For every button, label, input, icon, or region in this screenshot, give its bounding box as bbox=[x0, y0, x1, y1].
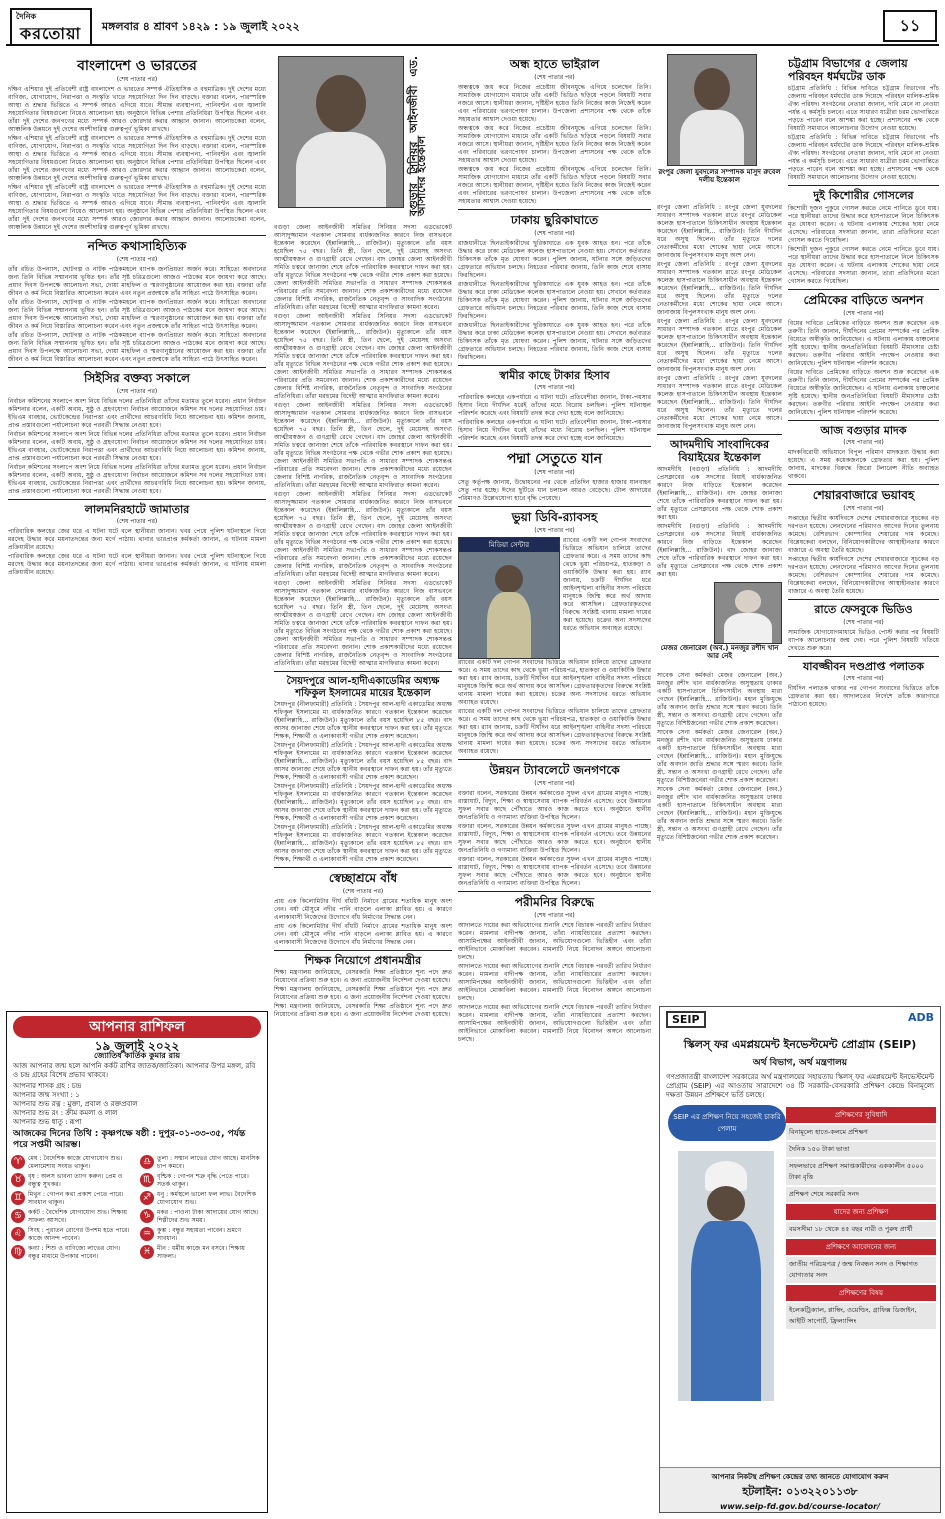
zodiac-text: বৃশ্চিক : গোপন শত্রু বৃদ্ধি পেতে পারে। সতর্ক থাকুন। bbox=[157, 1173, 249, 1188]
capricorn-icon: ♑ bbox=[140, 1209, 154, 1223]
dateline: মঙ্গলবার ৪ শ্রাবণ ১৪২৯ : ১৯ জুলাই ২০২২ bbox=[102, 20, 300, 33]
benefit-item: বিনামূল্যে হাতে-কলমে প্রশিক্ষণ bbox=[786, 1125, 936, 1140]
horoscope-box bbox=[6, 1011, 268, 1513]
headline: আজ বগুড়ার মাদক bbox=[820, 423, 907, 437]
article-text: সপ্তাহের দ্বিতীয় কার্যদিবসে দেশের শেয়ারবাজারে সূচকের বড় দরপতন হয়েছে। লেনদেনের পরিমাণও আগের দিনের তুলনায় কমেছে। বেশিরভাগ কোম্পানির শেয়ারের দাম কমেছে। বিশ্লেষকেরা বলছেন, বিনিয়োগকারীদের আস্থাহীনতার কারণে বাজারে এ অবস্থা তৈরি হয়েছে। bbox=[788, 515, 939, 555]
photo-caption: বগুড়ার সিনিয়র আইনজীবী এড. আসাদের ইন্তেকাল bbox=[407, 56, 428, 216]
article-text: সৈয়দপুর (নীলফামারী) প্রতিনিধি : সৈয়দপুর আল-হাদী একাডেমির অধ্যক্ষ শফিকুল ইসলামের মা বার্ধক্যজনিত কারণে গতকাল ইন্তেকাল করেছেন (ইন্নালিল্লাহি... রাজিউন)। মৃত্যুকালে তাঁর বয়স হয়েছিল ৮৫ বছর। বাদ আসর জানাজা শেষে তাঁকে স্থানীয় কবরস্থানে দাফন করা হয়। তাঁর মৃত্যুতে শিক্ষক, শিক্ষার্থী ও এলাকাবাসী গভীর শোক প্রকাশ করেছেন। bbox=[274, 824, 452, 863]
article-text: আদমদীঘি (বগুড়া) প্রতিনিধি : আদমদীঘি প্রেসক্লাবের এক সদস্যের বিয়াই বার্ধক্যজনিত কারণে নিজ বাড়িতে ইন্তেকাল করেছেন (ইন্নালিল্লাহি... রাজিউন)। বাদ জোহর জানাজা শেষে তাঁকে পারিবারিক কবরস্থানে দাফন করা হয়। তাঁর মৃত্যুতে প্রেসক্লাবের পক্ষ থেকে শোক প্রকাশ করা হয়। bbox=[657, 523, 782, 579]
article-text: সামাজিক যোগাযোগমাধ্যমে ভিডিও পোস্ট করার পর বিষয়টি ব্যাপক আলোচনার জন্ম দেয়। পরে পুলিশ বিষয়টি খতিয়ে দেখতে শুরু করে। bbox=[788, 628, 939, 652]
zodiac-text: কুম্ভ : বন্ধুর সহায়তা পাবেন। ভ্রমণে সাবধান। bbox=[157, 1227, 242, 1242]
headline: নন্দিত কথাসাহিত্যিক bbox=[87, 239, 187, 254]
zodiac-item bbox=[140, 1191, 263, 1207]
article-text: রংপুর জেলা প্রতিনিধি : রংপুর জেলা যুবদলের সাধারণ সম্পাদক গতকাল রাতে রংপুর মেডিকেল কলেজ হাসপাতালে চিকিৎসাধীন অবস্থায় ইন্তেকাল করেছেন (ইন্নালিল্লাহি... রাজিউন)। তিনি দীর্ঘদিন ধরে অসুস্থ ছিলেন। তাঁর মৃত্যুতে দলের নেতাকর্মীদের মধ্যে শোকের ছায়া নেমে আসে। জানাজায় বিপুলসংখ্যক মানুষ অংশ নেন। bbox=[657, 318, 782, 373]
continued-label: (শেষ পাতার পর) bbox=[843, 309, 884, 317]
continued-label: (শেষ পাতার পর) bbox=[116, 518, 158, 526]
continued-label: (শেষ পাতার পর) bbox=[534, 469, 575, 477]
article-text: সৈয়দপুর (নীলফামারী) প্রতিনিধি : সৈয়দপুর আল-হাদী একাডেমির অধ্যক্ষ শফিকুল ইসলামের মা বার্ধক্যজনিত কারণে গতকাল ইন্তেকাল করেছেন (ইন্নালিল্লাহি... রাজিউন)। মৃত্যুকালে তাঁর বয়স হয়েছিল ৮৫ বছর। বাদ আসর জানাজা শেষে তাঁকে স্থানীয় কবরস্থানে দাফন করা হয়। তাঁর মৃত্যুতে শিক্ষক, শিক্ষার্থী ও এলাকাবাসী গভীর শোক প্রকাশ করেছেন। bbox=[274, 783, 452, 822]
article-text: বগুড়া জেলা আইনজীবী সমিতির সিনিয়র সদস্য এডভোকেট আসাদুজ্জামান গতকাল সোমবার বার্ধক্যজনিত কারণে নিজ বাসভবনে ইন্তেকাল করেছেন (ইন্নালিল্লাহি... রাজিউন)। মৃত্যুকালে তাঁর বয়স হয়েছিল ৭৫ বছর। তিনি স্ত্রী, তিন ছেলে, দুই মেয়েসহ অসংখ্য আত্মীয়স্বজন ও গুণগ্রাহী রেখে গেছেন। বাদ জোহর জেলা আইনজীবী সমিতি চত্বরে জানাজা শেষে তাঁকে পারিবারিক কবরস্থানে দাফন করা হয়। তাঁর মৃত্যুতে বিভিন্ন সংগঠনের পক্ষ থেকে গভীর শোক প্রকাশ করা হয়েছে। জেলা আইনজীবী সমিতির সভাপতি ও সাধারণ সম্পাদক শোকসন্তপ্ত পরিবারের প্রতি সমবেদনা জানান। শোক প্রকাশকারীদের মধ্যে রয়েছেন জেলার বিশিষ্ট নাগরিক, রাজনৈতিক নেতৃবৃন্দ ও সাংবাদিক সংগঠনের প্রতিনিধিরা। তাঁরা মরহুমের বিদেহী আত্মার মাগফিরাত কামনা করেন। bbox=[274, 224, 452, 311]
zodiac-text: মীন : ধর্মীয় কাজে মন বসবে। শিক্ষায় সাফল্য। bbox=[157, 1245, 245, 1260]
article-text: র‌্যাবের একটি দল গোপন সংবাদের ভিত্তিতে অভিযান চালিয়ে তাদের গ্রেফতার করে। এ সময় তাদের কাছ থেকে ভুয়া পরিচয়পত্র, হাতকড়া ও ওয়াকিটকি উদ্ধার করা হয়। র‌্যাব জানায়, চক্রটি দীর্ঘদিন ধরে আইনশৃঙ্খলা বাহিনীর সদস্য পরিচয়ে মানুষকে জিম্মি করে অর্থ আদায় করে আসছিল। গ্রেফতারকৃতদের বিরুদ্ধে সংশ্লিষ্ট থানায় মামলা দায়ের করা হয়েছে। চক্রের অন্য সদস্যদের ধরতে অভিযান অব্যাহত রয়েছে। bbox=[563, 537, 651, 633]
gemini-icon: ♊ bbox=[11, 1191, 25, 1205]
article-text-side bbox=[563, 537, 651, 659]
article-text: র‌্যাবের একটি দল গোপন সংবাদের ভিত্তিতে অভিযান চালিয়ে তাদের গ্রেফতার করে। এ সময় তাদের কাছ থেকে ভুয়া পরিচয়পত্র, হাতকড়া ও ওয়াকিটকি উদ্ধার করা হয়। র‌্যাব জানায়, চক্রটি দীর্ঘদিন ধরে আইনশৃঙ্খলা বাহিনীর সদস্য পরিচয়ে মানুষকে জিম্মি করে অর্থ আদায় করে আসছিল। গ্রেফতারকৃতদের বিরুদ্ধে সংশ্লিষ্ট থানায় মামলা দায়ের করা হয়েছে। চক্রের অন্য সদস্যদের ধরতে অভিযান অব্যাহত রয়েছে। bbox=[458, 708, 651, 756]
zodiac-text: মকর : পাওনা টাকা আদায়ের যোগ আছে। শিল্পীদের শুভ সময়। bbox=[157, 1209, 259, 1224]
article-text: অন্ধত্বকে জয় করে নিজের প্রচেষ্টায় জীবনযুদ্ধে এগিয়ে চলেছেন তিনি। সামাজিক যোগাযোগ মাধ্যমে তাঁর একটি ভিডিও ছড়িয়ে পড়লে বিষয়টি সবার নজরে আসে। স্থানীয়রা জানান, দৃষ্টিহীন হয়েও তিনি নিজের কাজ নিজেই করেন এবং পরিবারের ভরণপোষণ চালান। উপজেলা প্রশাসনের পক্ষ থেকে তাঁকে সহায়তার আশ্বাস দেওয়া হয়েছে। bbox=[458, 83, 651, 123]
ad-body: গণপ্রজাতন্ত্রী বাংলাদেশ সরকারের অর্থ মন্ত্রণালয়ের সহায়তায় স্কিলস্ ফর এমপ্লয়মেন্ট ইনভেস্টমেন্ট প্রোগ্রাম (SEIP) এর আওতায় সারাদেশে ৩৪ টি সরকারি-বেসরকারি প্রশিক্ষণ কেন্দ্রে বিনামূল্যে দক্ষতা উন্নয়ন প্রশিক্ষণে ভর্তি চলছে। bbox=[666, 1073, 934, 1099]
article-text: বক্তারা বলেন, সরকারের উন্নয়ন কর্মকাণ্ডের সুফল এখন গ্রামের মানুষও পাচ্ছে। রাস্তাঘাট, বিদ্যুৎ, শিক্ষা ও স্বাস্থ্যসেবায় ব্যাপক পরিবর্তন এসেছে। তবে উন্নয়নের সুফল সবার কাছে পৌঁছাতে আরও কাজ করতে হবে। অনুষ্ঠানে স্থানীয় জনপ্রতিনিধি ও গণ্যমান্য ব্যক্তিরা উপস্থিত ছিলেন। bbox=[458, 822, 651, 854]
article-text: বগুড়া জেলা আইনজীবী সমিতির সিনিয়র সদস্য এডভোকেট আসাদুজ্জামান গতকাল সোমবার বার্ধক্যজনিত কারণে নিজ বাসভবনে ইন্তেকাল করেছেন (ইন্নালিল্লাহি... রাজিউন)। মৃত্যুকালে তাঁর বয়স হয়েছিল ৭৫ বছর। তিনি স্ত্রী, তিন ছেলে, দুই মেয়েসহ অসংখ্য আত্মীয়স্বজন ও গুণগ্রাহী রেখে গেছেন। বাদ জোহর জেলা আইনজীবী সমিতি চত্বরে জানাজা শেষে তাঁকে পারিবারিক কবরস্থানে দাফন করা হয়। তাঁর মৃত্যুতে বিভিন্ন সংগঠনের পক্ষ থেকে গভীর শোক প্রকাশ করা হয়েছে। জেলা আইনজীবী সমিতির সভাপতি ও সাধারণ সম্পাদক শোকসন্তপ্ত পরিবারের প্রতি সমবেদনা জানান। শোক প্রকাশকারীদের মধ্যে রয়েছেন জেলার বিশিষ্ট নাগরিক, রাজনৈতিক নেতৃবৃন্দ ও সাংবাদিক সংগঠনের প্রতিনিধিরা। তাঁরা মরহুমের বিদেহী আত্মার মাগফিরাত কামনা করেন। bbox=[274, 313, 452, 400]
obituary-photo bbox=[667, 54, 757, 166]
benefits-title: প্রশিক্ষণের সুবিধাদি bbox=[786, 1107, 936, 1123]
subjects-title: প্রশিক্ষণের বিষয় bbox=[786, 1285, 936, 1301]
zodiac-item bbox=[140, 1173, 263, 1189]
zodiac-text: মেষ : বৈদেশিক কাজে যোগাযোগ শুভ। মেলামেশায় সংযত থাকুন। bbox=[28, 1155, 123, 1170]
article-text: অন্ধত্বকে জয় করে নিজের প্রচেষ্টায় জীবনযুদ্ধে এগিয়ে চলেছেন তিনি। সামাজিক যোগাযোগ মাধ্যমে তাঁর একটি ভিডিও ছড়িয়ে পড়লে বিষয়টি সবার নজরে আসে। স্থানীয়রা জানান, দৃষ্টিহীন হয়েও তিনি নিজের কাজ নিজেই করেন এবং পরিবারের ভরণপোষণ চালান। উপজেলা প্রশাসনের পক্ষ থেকে তাঁকে সহায়তার আশ্বাস দেওয়া হয়েছে। bbox=[458, 124, 651, 164]
headline: বাংলাদেশ ও ভারতের bbox=[77, 58, 197, 74]
article-text: মাদকবিরোধী অভিযানে বিপুল পরিমাণ মাদকদ্রব্য উদ্ধার করা হয়েছে। এ সময় কয়েকজনকে গ্রেফতার করা হয়। পুলিশ জানায়, মাদকের বিরুদ্ধে জিরো টলারেন্স নীতি অব্যাহত থাকবে। bbox=[788, 449, 939, 481]
article-text: তাঁর রচিত উপন্যাস, ছোটগল্প ও নাটক পাঠকমহলে ব্যাপক জনপ্রিয়তা অর্জন করে। সাহিত্যে অবদানের জন্য তিনি বিভিন্ন সম্মাননায় ভূষিত হন। তাঁর সৃষ্ট চরিত্রগুলো আজও পাঠকের মনে জায়গা করে আছে। প্রয়াণ দিবস উপলক্ষে আলোচনা সভা, দোয়া মাহফিল ও স্মরণানুষ্ঠানের আয়োজন করা হয়। বক্তারা তাঁর জীবন ও কর্ম নিয়ে বিস্তারিত আলোচনা করেন এবং নতুন প্রজন্মকে তাঁর সাহিত্য পাঠে উৎসাহিত করেন। bbox=[8, 265, 266, 297]
column-3 bbox=[458, 54, 651, 1511]
photo-caption: রংপুর জেলা যুবদলের সম্পাদক মাসুদ রুবেল দলীয় ইন্তেকাল bbox=[658, 168, 781, 184]
article-text: বগুড়া জেলা আইনজীবী সমিতির সিনিয়র সদস্য এডভোকেট আসাদুজ্জামান গতকাল সোমবার বার্ধক্যজনিত কারণে নিজ বাসভবনে ইন্তেকাল করেছেন (ইন্নালিল্লাহি... রাজিউন)। মৃত্যুকালে তাঁর বয়স হয়েছিল ৭৫ বছর। তিনি স্ত্রী, তিন ছেলে, দুই মেয়েসহ অসংখ্য আত্মীয়স্বজন ও গুণগ্রাহী রেখে গেছেন। বাদ জোহর জেলা আইনজীবী সমিতি চত্বরে জানাজা শেষে তাঁকে পারিবারিক কবরস্থানে দাফন করা হয়। তাঁর মৃত্যুতে বিভিন্ন সংগঠনের পক্ষ থেকে গভীর শোক প্রকাশ করা হয়েছে। জেলা আইনজীবী সমিতির সভাপতি ও সাধারণ সম্পাদক শোকসন্তপ্ত পরিবারের প্রতি সমবেদনা জানান। শোক প্রকাশকারীদের মধ্যে রয়েছেন জেলার বিশিষ্ট নাগরিক, রাজনৈতিক নেতৃবৃন্দ ও সাংবাদিক সংগঠনের প্রতিনিধিরা। তাঁরা মরহুমের বিদেহী আত্মার মাগফিরাত কামনা করেন। bbox=[274, 402, 452, 489]
headline: অন্ধ হাতে ভাইরাল bbox=[509, 57, 600, 71]
article-text: বিয়ের দাবিতে প্রেমিকের বাড়িতে অনশন শুরু করেছেন এক তরুণী। তিনি জানান, দীর্ঘদিনের প্রেমের সম্পর্কের পর প্রেমিক বিয়েতে অস্বীকৃতি জানিয়েছেন। এ ঘটনায় এলাকায় চাঞ্চল্যের সৃষ্টি হয়েছে। স্থানীয় জনপ্রতিনিধিরা বিষয়টি মীমাংসার চেষ্টা করছেন। তরুণীর পরিবার আইনি পদক্ষেপ নেওয়ার কথা জানিয়েছে। পুলিশ ঘটনাস্থল পরিদর্শন করেছে। bbox=[788, 319, 939, 367]
article-text: তাঁর রচিত উপন্যাস, ছোটগল্প ও নাটক পাঠকমহলে ব্যাপক জনপ্রিয়তা অর্জন করে। সাহিত্যে অবদানের জন্য তিনি বিভিন্ন সম্মাননায় ভূষিত হন। তাঁর সৃষ্ট চরিত্রগুলো আজও পাঠকের মনে জায়গা করে আছে। প্রয়াণ দিবস উপলক্ষে আলোচনা সভা, দোয়া মাহফিল ও স্মরণানুষ্ঠানের আয়োজন করা হয়। বক্তারা তাঁর জীবন ও কর্ম নিয়ে বিস্তারিত আলোচনা করেন এবং নতুন প্রজন্মকে তাঁর সাহিত্য পাঠে উৎসাহিত করেন। bbox=[8, 298, 266, 330]
obituary-photo-block bbox=[657, 54, 782, 204]
continued-label: (শেষ পাতার পর) bbox=[534, 779, 575, 787]
obituary-photo-block bbox=[274, 54, 452, 224]
ad-title: স্কিলস্ ফর এমপ্লয়মেন্ট ইনভেস্টমেন্ট প্রোগ্রাম (SEIP) bbox=[683, 1038, 917, 1051]
ad-footer bbox=[660, 1467, 940, 1512]
ad-image-area bbox=[664, 1105, 782, 1405]
subjects-text: ইলেকট্রিক্যাল, প্লাম্বিং, ওয়েল্ডিং, গ্রাফিক্স ডিজাইন, আইটি সাপোর্ট, ফ্রিল্যান্সিং bbox=[786, 1303, 936, 1329]
article-text: রাজধানীতে ছিনতাইকারীদের ছুরিকাঘাতে এক যুবক আহত হন। পরে তাঁকে উদ্ধার করে ঢাকা মেডিকেল কলেজ হাসপাতালে নেওয়া হয়। সেখানে কর্তব্যরত চিকিৎসক তাঁকে মৃত ঘোষণা করেন। পুলিশ জানায়, ঘটনার সঙ্গে জড়িতদের গ্রেফতারে অভিযান চলছে। নিহতের পরিবার জানায়, তিনি কাজ শেষে বাসায় ফিরছিলেন। bbox=[458, 239, 651, 279]
article-text: রাজধানীতে ছিনতাইকারীদের ছুরিকাঘাতে এক যুবক আহত হন। পরে তাঁকে উদ্ধার করে ঢাকা মেডিকেল কলেজ হাসপাতালে নেওয়া হয়। সেখানে কর্তব্যরত চিকিৎসক তাঁকে মৃত ঘোষণা করেন। পুলিশ জানায়, ঘটনার সঙ্গে জড়িতদের গ্রেফতারে অভিযান চলছে। নিহতের পরিবার জানায়, তিনি কাজ শেষে বাসায় ফিরছিলেন। bbox=[458, 280, 651, 320]
article-text: পারিবারিক কলহের একপর্যায়ে এ ঘটনা ঘটে। প্রতিবেশীরা জানান, টাকা-পয়সার হিসাব নিয়ে দীর্ঘদিন ধরেই তাঁদের মধ্যে বিরোধ চলছিল। পুলিশ ঘটনাস্থল পরিদর্শন করেছে এবং বিষয়টি তদন্ত করে দেখা হচ্ছে বলে জানিয়েছে। bbox=[458, 419, 651, 443]
zodiac-item bbox=[11, 1191, 134, 1207]
continued-label: (শেষ পাতার পর) bbox=[116, 387, 158, 395]
headline: দুই কিশোরীর গোসলের bbox=[813, 189, 914, 203]
headline: শেয়ারবাজারে ভয়াবহ bbox=[812, 488, 915, 503]
headline: লালমনিরহাটে জামাতার bbox=[84, 502, 190, 516]
article-text: নির্বাচন কমিশনের সংলাপে অংশ নিয়ে বিভিন্ন দলের প্রতিনিধিরা তাঁদের মতামত তুলে ধরেন। প্রধান নির্বাচন কমিশনার বলেন, একটি অবাধ, সুষ্ঠু ও গ্রহণযোগ্য নির্বাচন আয়োজনে কমিশন সব দলের সহযোগিতা চায়। ইভিএম ব্যবহার, ভোটকেন্দ্রের নিরাপত্তা এবং প্রার্থীদের আচরণবিধি নিয়ে আলোচনা হয়। কমিশন জানায়, প্রাপ্ত প্রস্তাবগুলো পর্যালোচনা করে পরবর্তী সিদ্ধান্ত নেওয়া হবে। bbox=[8, 430, 266, 462]
zodiac-item bbox=[11, 1245, 134, 1261]
article-text: চট্টগ্রাম প্রতিনিধি : বিভিন্ন দাবিতে চট্টগ্রাম বিভাগের পাঁচ জেলায় পরিবহন ধর্মঘটের ডাক দিয়েছে পরিবহন মালিক-শ্রমিক ঐক্য পরিষদ। সংগঠনের নেতারা জানান, দাবি মেনে না নেওয়া পর্যন্ত এ কর্মসূচি চলবে। এতে সাধারণ যাত্রীরা চরম ভোগান্তিতে পড়তে পারেন বলে আশঙ্কা করা হচ্ছে। প্রশাসনের পক্ষ থেকে বিষয়টি সমাধানে আলোচনার উদ্যোগ নেওয়া হয়েছে। bbox=[788, 85, 939, 133]
benefit-item: সফলভাবে প্রশিক্ষণ সমাপ্তকারীদের এককালীন ৫০০০ টাকা বৃত্তি bbox=[786, 1159, 936, 1185]
ad-hotline: হটলাইন: ০১৩২২০১১৩৮ bbox=[742, 1485, 858, 1498]
horoscope-author: জ্যোতিষ কার্তিক কুমার রায় bbox=[93, 1051, 181, 1060]
article-text: বক্তারা বলেন, সরকারের উন্নয়ন কর্মকাণ্ডের সুফল এখন গ্রামের মানুষও পাচ্ছে। রাস্তাঘাট, বিদ্যুৎ, শিক্ষা ও স্বাস্থ্যসেবায় ব্যাপক পরিবর্তন এসেছে। তবে উন্নয়নের সুফল সবার কাছে পৌঁছাতে আরও কাজ করতে হবে। অনুষ্ঠানে স্থানীয় জনপ্রতিনিধি ও গণ্যমান্য ব্যক্তিরা উপস্থিত ছিলেন। bbox=[458, 855, 651, 887]
aries-icon: ♈ bbox=[11, 1155, 25, 1169]
zodiac-text: ধনু : কর্মস্থলে ভালো ফল লাভ। বৈদেশিক যোগাযোগ শুভ। bbox=[157, 1191, 257, 1206]
photo-caption: মেজর জেনারেল (অব.) মনজুর রশীদ খান আর নেই bbox=[660, 644, 779, 661]
article-text: বগুড়া জেলা আইনজীবী সমিতির সিনিয়র সদস্য এডভোকেট আসাদুজ্জামান গতকাল সোমবার বার্ধক্যজনিত কারণে নিজ বাসভবনে ইন্তেকাল করেছেন (ইন্নালিল্লাহি... রাজিউন)। মৃত্যুকালে তাঁর বয়স হয়েছিল ৭৫ বছর। তিনি স্ত্রী, তিন ছেলে, দুই মেয়েসহ অসংখ্য আত্মীয়স্বজন ও গুণগ্রাহী রেখে গেছেন। বাদ জোহর জেলা আইনজীবী সমিতি চত্বরে জানাজা শেষে তাঁকে পারিবারিক কবরস্থানে দাফন করা হয়। তাঁর মৃত্যুতে বিভিন্ন সংগঠনের পক্ষ থেকে গভীর শোক প্রকাশ করা হয়েছে। জেলা আইনজীবী সমিতির সভাপতি ও সাধারণ সম্পাদক শোকসন্তপ্ত পরিবারের প্রতি সমবেদনা জানান। শোক প্রকাশকারীদের মধ্যে রয়েছেন জেলার বিশিষ্ট নাগরিক, রাজনৈতিক নেতৃবৃন্দ ও সাংবাদিক সংগঠনের প্রতিনিধিরা। তাঁরা মরহুমের বিদেহী আত্মার মাগফিরাত কামনা করেন। bbox=[274, 491, 452, 578]
benefit-item: দৈনিক ১৫০ টাকা ভাতা bbox=[786, 1142, 936, 1157]
article-text: পারিবারিক কলহের একপর্যায়ে এ ঘটনা ঘটে। প্রতিবেশীরা জানান, টাকা-পয়সার হিসাব নিয়ে দীর্ঘদিন ধরেই তাঁদের মধ্যে বিরোধ চলছিল। পুলিশ ঘটনাস্থল পরিদর্শন করেছে এবং বিষয়টি তদন্ত করে দেখা হচ্ছে বলে জানিয়েছে। bbox=[458, 394, 651, 418]
obituary-photo bbox=[278, 56, 404, 208]
cancer-icon: ♋ bbox=[11, 1209, 25, 1223]
article-text: আদালতে দায়ের করা অভিযোগের শুনানি শেষে বিচারক পরবর্তী তারিখ নির্ধারণ করেন। মামলার বাদীপক্ষ জানায়, তাঁরা ন্যায়বিচারের প্রত্যাশা করছেন। আসামিপক্ষের আইনজীবী জানান, অভিযোগগুলো ভিত্তিহীন এবং তাঁরা আইনিভাবে মোকাবিলা করবেন। মামলাটি নিয়ে বিনোদন অঙ্গনে আলোচনা চলছে। bbox=[458, 921, 651, 961]
zodiac-item bbox=[11, 1227, 134, 1243]
horoscope-line: আপনার শুভ রং : ক্রীম কমলা ও লাল bbox=[13, 1109, 118, 1117]
article-text: সাবেক সেনা কর্মকর্তা মেজর জেনারেল (অব.) মনজুর রশীদ খান বার্ধক্যজনিত অসুস্থতায় ঢাকার একটি হাসপাতালে চিকিৎসাধীন অবস্থায় মারা গেছেন (ইন্নালিল্লাহি... রাজিউন)। মহান মুক্তিযুদ্ধে তাঁর অবদান জাতি শ্রদ্ধার সঙ্গে স্মরণ করবে। তিনি স্ত্রী, সন্তান ও অসংখ্য গুণগ্রাহী রেখে গেছেন। তাঁর মৃত্যুতে বিশিষ্টজনেরা গভীর শোক প্রকাশ করেছেন। bbox=[657, 672, 782, 728]
zodiac-item bbox=[140, 1209, 263, 1225]
tithi: আজকের দিনের তিথি : কৃষ্ণপক্ষে ষষ্ঠী : দুপুর-০১-৩৩-৩৫, পর্যন্ত পরে সপ্তমী আরম্ভ। bbox=[13, 1129, 246, 1150]
article-text: সৈয়দপুর (নীলফামারী) প্রতিনিধি : সৈয়দপুর আল-হাদী একাডেমির অধ্যক্ষ শফিকুল ইসলামের মা বার্ধক্যজনিত কারণে গতকাল ইন্তেকাল করেছেন (ইন্নালিল্লাহি... রাজিউন)। মৃত্যুকালে তাঁর বয়স হয়েছিল ৮৫ বছর। বাদ আসর জানাজা শেষে তাঁকে স্থানীয় কবরস্থানে দাফন করা হয়। তাঁর মৃত্যুতে শিক্ষক, শিক্ষার্থী ও এলাকাবাসী গভীর শোক প্রকাশ করেছেন। bbox=[274, 742, 452, 781]
ad-logos bbox=[660, 1007, 940, 1032]
article-text: রংপুর জেলা প্রতিনিধি : রংপুর জেলা যুবদলের সাধারণ সম্পাদক গতকাল রাতে রংপুর মেডিকেল কলেজ হাসপাতালে চিকিৎসাধীন অবস্থায় ইন্তেকাল করেছেন (ইন্নালিল্লাহি... রাজিউন)। তিনি দীর্ঘদিন ধরে অসুস্থ ছিলেন। তাঁর মৃত্যুতে দলের নেতাকর্মীদের মধ্যে শোকের ছায়া নেমে আসে। জানাজায় বিপুলসংখ্যক মানুষ অংশ নেন। bbox=[657, 261, 782, 316]
article-text: রাজধানীতে ছিনতাইকারীদের ছুরিকাঘাতে এক যুবক আহত হন। পরে তাঁকে উদ্ধার করে ঢাকা মেডিকেল কলেজ হাসপাতালে নেওয়া হয়। সেখানে কর্তব্যরত চিকিৎসক তাঁকে মৃত ঘোষণা করেন। পুলিশ জানায়, ঘটনার সঙ্গে জড়িতদের গ্রেফতারে অভিযান চলছে। নিহতের পরিবার জানায়, তিনি কাজ শেষে বাসায় ফিরছিলেন। bbox=[458, 321, 651, 361]
article-text: তাঁর রচিত উপন্যাস, ছোটগল্প ও নাটক পাঠকমহলে ব্যাপক জনপ্রিয়তা অর্জন করে। সাহিত্যে অবদানের জন্য তিনি বিভিন্ন সম্মাননায় ভূষিত হন। তাঁর সৃষ্ট চরিত্রগুলো আজও পাঠকের মনে জায়গা করে আছে। প্রয়াণ দিবস উপলক্ষে আলোচনা সভা, দোয়া মাহফিল ও স্মরণানুষ্ঠানের আয়োজন করা হয়। বক্তারা তাঁর জীবন ও কর্ম নিয়ে বিস্তারিত আলোচনা করেন এবং নতুন প্রজন্মকে তাঁর সাহিত্য পাঠে উৎসাহিত করেন। bbox=[8, 331, 266, 363]
zodiac-item bbox=[140, 1245, 263, 1261]
article-text: পারিবারিক কলহের জের ধরে এ ঘটনা ঘটে বলে স্থানীয়রা জানান। খবর পেয়ে পুলিশ ঘটনাস্থলে গিয়ে মরদেহ উদ্ধার করে ময়নাতদন্তের জন্য মর্গে পাঠায়। থানার ভারপ্রাপ্ত কর্মকর্তা জানান, এ ঘটনায় মামলা প্রক্রিয়াধীন রয়েছে। bbox=[8, 553, 266, 577]
article-text: অন্ধত্বকে জয় করে নিজের প্রচেষ্টায় জীবনযুদ্ধে এগিয়ে চলেছেন তিনি। সামাজিক যোগাযোগ মাধ্যমে তাঁর একটি ভিডিও ছড়িয়ে পড়লে বিষয়টি সবার নজরে আসে। স্থানীয়রা জানান, দৃষ্টিহীন হয়েও তিনি নিজের কাজ নিজেই করেন এবং পরিবারের ভরণপোষণ চালান। উপজেলা প্রশাসনের পক্ষ থেকে তাঁকে সহায়তার আশ্বাস দেওয়া হয়েছে। bbox=[458, 165, 651, 205]
headline: আদমদীঘি সাংবাদিকের বিয়াইয়ের ইন্তেকাল bbox=[669, 438, 769, 464]
article-text: রংপুর জেলা প্রতিনিধি : রংপুর জেলা যুবদলের সাধারণ সম্পাদক গতকাল রাতে রংপুর মেডিকেল কলেজ হাসপাতালে চিকিৎসাধীন অবস্থায় ইন্তেকাল করেছেন (ইন্নালিল্লাহি... রাজিউন)। তিনি দীর্ঘদিন ধরে অসুস্থ ছিলেন। তাঁর মৃত্যুতে দলের নেতাকর্মীদের মধ্যে শোকের ছায়া নেমে আসে। জানাজায় বিপুলসংখ্যক মানুষ অংশ নেন। bbox=[657, 204, 782, 259]
article-text: পারিবারিক কলহের জের ধরে এ ঘটনা ঘটে বলে স্থানীয়রা জানান। খবর পেয়ে পুলিশ ঘটনাস্থলে গিয়ে মরদেহ উদ্ধার করে ময়নাতদন্তের জন্য মর্গে পাঠায়। থানার ভারপ্রাপ্ত কর্মকর্তা জানান, এ ঘটনায় মামলা প্রক্রিয়াধীন রয়েছে। bbox=[8, 528, 266, 552]
article-text: দক্ষিণ এশিয়ার দুই প্রতিবেশী রাষ্ট্র বাংলাদেশ ও ভারতের সম্পর্ক ঐতিহাসিক ও বহুমাত্রিক। দুই দেশের মধ্যে বাণিজ্য, যোগাযোগ, নিরাপত্তা ও সংস্কৃতি খাতে সহযোগিতা দিন দিন বাড়ছে। বক্তারা বলেন, পারস্পরিক আস্থা ও শ্রদ্ধার ভিত্তিতে এ সম্পর্ক আরও এগিয়ে যাবে। সীমান্ত ব্যবস্থাপনা, পানিবণ্টন এবং জ্বালানি সহযোগিতার বিষয়গুলো নিয়েও আলোচনা হয়। অনুষ্ঠানে বিভিন্ন পেশার প্রতিনিধিরা উপস্থিত ছিলেন এবং তাঁরা দুই দেশের জনগণের মধ্যে সম্পর্ক আরও জোরদার করার আহ্বান জানান। আলোচকেরা বলেন, আঞ্চলিক উন্নয়নে দুই দেশের অংশীদারিত্ব গুরুত্বপূর্ণ ভূমিকা রাখছে। bbox=[8, 184, 266, 232]
horoscope-intro: আজ আপনার জন্ম হলে আপনি কর্কট রাশির জাতক/জাতিকা। আপনার উপর মঙ্গল, রবি ও চন্দ্র গ্রহের বিশেষ প্রভাব থাকবে। bbox=[13, 1062, 256, 1079]
eligibility-text: বয়সসীমা ১৮ থেকে ৪৫ বছর নারী ও পুরুষ প্রার্থী bbox=[786, 1222, 936, 1237]
column-5 bbox=[788, 54, 939, 999]
article-text: আদালতে দায়ের করা অভিযোগের শুনানি শেষে বিচারক পরবর্তী তারিখ নির্ধারণ করেন। মামলার বাদীপক্ষ জানায়, তাঁরা ন্যায়বিচারের প্রত্যাশা করছেন। আসামিপক্ষের আইনজীবী জানান, অভিযোগগুলো ভিত্তিহীন এবং তাঁরা আইনিভাবে মোকাবিলা করবেন। মামলাটি নিয়ে বিনোদন অঙ্গনে আলোচনা চলছে। bbox=[458, 1003, 651, 1043]
article-text: প্রায় এক কিলোমিটার দীর্ঘ বাঁধটি নির্মাণে গ্রামের শতাধিক মানুষ অংশ নেন। বর্ষা মৌসুমে নদীর পানি বাড়লে এলাকা প্লাবিত হয়। এ কারণে এলাকাবাসী নিজেদের উদ্যোগে বাঁধ নির্মাণের সিদ্ধান্ত নেন। bbox=[274, 922, 452, 946]
article-text: বক্তারা বলেন, সরকারের উন্নয়ন কর্মকাণ্ডের সুফল এখন গ্রামের মানুষও পাচ্ছে। রাস্তাঘাট, বিদ্যুৎ, শিক্ষা ও স্বাস্থ্যসেবায় ব্যাপক পরিবর্তন এসেছে। তবে উন্নয়নের সুফল সবার কাছে পৌঁছাতে আরও কাজ করতে হবে। অনুষ্ঠানে স্থানীয় জনপ্রতিনিধি ও গণ্যমান্য ব্যক্তিরা উপস্থিত ছিলেন। bbox=[458, 789, 651, 821]
article-text: সেতু কর্তৃপক্ষ জানায়, উদ্বোধনের পর থেকে প্রতিদিন হাজার হাজার যানবাহন সেতু পার হচ্ছে। ঈদের ছুটিতে যান চলাচল আরও বেড়েছে। টোল আদায়ের পরিমাণও উল্লেখযোগ্য হারে বৃদ্ধি পেয়েছে। bbox=[458, 479, 651, 503]
page-number: ১১ bbox=[883, 10, 937, 42]
ad-footer-text: আপনার নিকটস্থ প্রশিক্ষণ কেন্দ্রের তথ্য জানতে যোগাযোগ করুন bbox=[711, 1473, 889, 1481]
headline: স্বেচ্ছাশ্রমে বাঁধ bbox=[328, 871, 398, 885]
scorpio-icon: ♏ bbox=[140, 1173, 154, 1187]
ad-subtitle: অর্থ বিভাগ, অর্থ মন্ত্রণালয় bbox=[752, 1058, 848, 1068]
article-text: কিশোরী দুজন পুকুরে গোসল করতে নেমে পানিতে ডুবে যায়। পরে স্থানীয়রা তাদের উদ্ধার করে হাসপাতালে নিলে চিকিৎসক মৃত ঘোষণা করেন। এ ঘটনায় এলাকায় শোকের ছায়া নেমে এসেছে। পরিবারের সদস্যরা জানান, তারা প্রতিদিনের মতো গোসল করতে গিয়েছিল। bbox=[788, 245, 939, 285]
article-text: র‌্যাবের একটি দল গোপন সংবাদের ভিত্তিতে অভিযান চালিয়ে তাদের গ্রেফতার করে। এ সময় তাদের কাছ থেকে ভুয়া পরিচয়পত্র, হাতকড়া ও ওয়াকিটকি উদ্ধার করা হয়। র‌্যাব জানায়, চক্রটি দীর্ঘদিন ধরে আইনশৃঙ্খলা বাহিনীর সদস্য পরিচয়ে মানুষকে জিম্মি করে অর্থ আদায় করে আসছিল। গ্রেফতারকৃতদের বিরুদ্ধে সংশ্লিষ্ট থানায় মামলা দায়ের করা হয়েছে। চক্রের অন্য সদস্যদের ধরতে অভিযান অব্যাহত রয়েছে। bbox=[458, 659, 651, 707]
newspaper-logo bbox=[10, 8, 92, 46]
headline: প্রেমিকের বাড়িতে অনশন bbox=[803, 292, 924, 307]
ad-speech-bubble: SEIP এর প্রশিক্ষণ নিয়ে সহজেই চাকরি পেলাম bbox=[668, 1105, 786, 1141]
horoscope-date: ১৯ জুলাই ২০২২ bbox=[94, 1039, 180, 1053]
article-text: আদালতে দায়ের করা অভিযোগের শুনানি শেষে বিচারক পরবর্তী তারিখ নির্ধারণ করেন। মামলার বাদীপক্ষ জানায়, তাঁরা ন্যায়বিচারের প্রত্যাশা করছেন। আসামিপক্ষের আইনজীবী জানান, অভিযোগগুলো ভিত্তিহীন এবং তাঁরা আইনিভাবে মোকাবিলা করবেন। মামলাটি নিয়ে বিনোদন অঙ্গনে আলোচনা চলছে। bbox=[458, 962, 651, 1002]
column-4 bbox=[657, 54, 782, 999]
zodiac-item bbox=[11, 1209, 134, 1225]
article-text: রংপুর জেলা প্রতিনিধি : রংপুর জেলা যুবদলের সাধারণ সম্পাদক গতকাল রাতে রংপুর মেডিকেল কলেজ হাসপাতালে চিকিৎসাধীন অবস্থায় ইন্তেকাল করেছেন (ইন্নালিল্লাহি... রাজিউন)। তিনি দীর্ঘদিন ধরে অসুস্থ ছিলেন। তাঁর মৃত্যুতে দলের নেতাকর্মীদের মধ্যে শোকের ছায়া নেমে আসে। জানাজায় বিপুলসংখ্যক মানুষ অংশ নেন। bbox=[657, 375, 782, 430]
continued-label: (শেষ পাতার পর) bbox=[116, 76, 158, 84]
logo-main-text: করতোয়া bbox=[20, 24, 82, 43]
apply-text: জাতীয় পরিচয়পত্র / জন্ম নিবন্ধন সনদ ও শিক্ষাগত যোগ্যতার সনদ bbox=[786, 1257, 936, 1283]
headline: পদ্মা সেতুতে যান bbox=[506, 451, 603, 468]
eligibility-title: যাদের জন্য প্রশিক্ষণ bbox=[786, 1204, 936, 1220]
continued-label: (শেষ পাতার পর) bbox=[342, 887, 384, 895]
obituary-photo-block-2 bbox=[657, 580, 782, 672]
aquarius-icon: ♒ bbox=[140, 1227, 154, 1241]
ad-content-row bbox=[660, 1103, 940, 1407]
horoscope-line: আপনার শাসক গ্রহ : চন্দ্র bbox=[13, 1082, 82, 1090]
zodiac-text: কন্যা : শিশু ও বাণিজ্যে লাভের যোগ। বন্ধুর মাধ্যমে উপকার পাবেন। bbox=[28, 1245, 121, 1260]
headline: পরীমনির বিরুদ্ধে bbox=[514, 894, 595, 909]
article-text: সপ্তাহের দ্বিতীয় কার্যদিবসে দেশের শেয়ারবাজারে সূচকের বড় দরপতন হয়েছে। লেনদেনের পরিমাণও আগের দিনের তুলনায় কমেছে। বেশিরভাগ কোম্পানির শেয়ারের দাম কমেছে। বিশ্লেষকেরা বলছেন, বিনিয়োগকারীদের আস্থাহীনতার কারণে বাজারে এ অবস্থা তৈরি হয়েছে। bbox=[788, 556, 939, 596]
photo-label: মিডিয়া সেন্টার bbox=[459, 538, 559, 552]
horoscope-title: আপনার রাশিফল bbox=[13, 1016, 261, 1038]
logo-small-text: দৈনিক bbox=[16, 12, 37, 21]
continued-label: (শেষ পাতার পর) bbox=[843, 505, 884, 513]
article-text: চট্টগ্রাম প্রতিনিধি : বিভিন্ন দাবিতে চট্টগ্রাম বিভাগের পাঁচ জেলায় পরিবহন ধর্মঘটের ডাক দিয়েছে পরিবহন মালিক-শ্রমিক ঐক্য পরিষদ। সংগঠনের নেতারা জানান, দাবি মেনে না নেওয়া পর্যন্ত এ কর্মসূচি চলবে। এতে সাধারণ যাত্রীরা চরম ভোগান্তিতে পড়তে পারেন বলে আশঙ্কা করা হচ্ছে। প্রশাসনের পক্ষ থেকে বিষয়টি সমাধানে আলোচনার উদ্যোগ নেওয়া হয়েছে। bbox=[788, 134, 939, 182]
zodiac-text: কর্কট : বৈদেশিক যোগাযোগ শুভ। শিক্ষায় সাফল্য আসবে। bbox=[28, 1209, 128, 1224]
continued-label: (শেষ পাতার পর) bbox=[534, 384, 575, 392]
apply-title: প্রশিক্ষণে আবেদনের জন্য bbox=[786, 1239, 936, 1255]
continued-label: (শেষ পাতার পর) bbox=[843, 618, 884, 626]
article-text: প্রায় এক কিলোমিটার দীর্ঘ বাঁধটি নির্মাণে গ্রামের শতাধিক মানুষ অংশ নেন। বর্ষা মৌসুমে নদীর পানি বাড়লে এলাকা প্লাবিত হয়। এ কারণে এলাকাবাসী নিজেদের উদ্যোগে বাঁধ নির্মাণের সিদ্ধান্ত নেন। bbox=[274, 897, 452, 921]
headline: ভুয়া ডিবি-র‌্যাবসহ bbox=[511, 510, 598, 525]
continued-label: (শেষ পাতার পর) bbox=[534, 527, 575, 535]
horoscope-line: আপনার শুভ ধাতু : রূপা bbox=[13, 1118, 82, 1126]
zodiac-item bbox=[140, 1155, 263, 1171]
news-photo-row bbox=[458, 537, 651, 659]
leo-icon: ♌ bbox=[11, 1227, 25, 1241]
continued-label: (শেষ পাতার পর) bbox=[843, 439, 884, 447]
article-text: আদমদীঘি (বগুড়া) প্রতিনিধি : আদমদীঘি প্রেসক্লাবের এক সদস্যের বিয়াই বার্ধক্যজনিত কারণে নিজ বাড়িতে ইন্তেকাল করেছেন (ইন্নালিল্লাহি... রাজিউন)। বাদ জোহর জানাজা শেষে তাঁকে পারিবারিক কবরস্থানে দাফন করা হয়। তাঁর মৃত্যুতে প্রেসক্লাবের পক্ষ থেকে শোক প্রকাশ করা হয়। bbox=[657, 466, 782, 522]
horoscope-lines bbox=[7, 1082, 267, 1127]
article-text: শিক্ষা মন্ত্রণালয় জানিয়েছে, বেসরকারি শিক্ষা প্রতিষ্ঠানে শূন্য পদে দ্রুত নিয়োগের প্রক্রিয়া শুরু হবে। এ জন্য প্রয়োজনীয় নির্দেশনা দেওয়া হয়েছে। bbox=[274, 969, 452, 985]
article-text: বিয়ের দাবিতে প্রেমিকের বাড়িতে অনশন শুরু করেছেন এক তরুণী। তিনি জানান, দীর্ঘদিনের প্রেমের সম্পর্কের পর প্রেমিক বিয়েতে অস্বীকৃতি জানিয়েছেন। এ ঘটনায় এলাকায় চাঞ্চল্যের সৃষ্টি হয়েছে। স্থানীয় জনপ্রতিনিধিরা বিষয়টি মীমাংসার চেষ্টা করছেন। তরুণীর পরিবার আইনি পদক্ষেপ নেওয়ার কথা জানিয়েছে। পুলিশ ঘটনাস্থল পরিদর্শন করেছে। bbox=[788, 368, 939, 416]
continued-label: (শেষ পাতার পর) bbox=[843, 675, 884, 683]
zodiac-text: মিথুন : গোপন কথা প্রকাশ পেতে পারে। সাবধান থাকুন। bbox=[28, 1191, 124, 1206]
article-text: সাবেক সেনা কর্মকর্তা মেজর জেনারেল (অব.) মনজুর রশীদ খান বার্ধক্যজনিত অসুস্থতায় ঢাকার একটি হাসপাতালে চিকিৎসাধীন অবস্থায় মারা গেছেন (ইন্নালিল্লাহি... রাজিউন)। মহান মুক্তিযুদ্ধে তাঁর অবদান জাতি শ্রদ্ধার সঙ্গে স্মরণ করবে। তিনি স্ত্রী, সন্তান ও অসংখ্য গুণগ্রাহী রেখে গেছেন। তাঁর মৃত্যুতে বিশিষ্টজনেরা গভীর শোক প্রকাশ করেছেন। bbox=[657, 786, 782, 842]
ad-url[interactable]: www.seip-fd.gov.bd/course-locator/ bbox=[719, 1502, 881, 1511]
continued-label: (শেষ পাতার পর) bbox=[534, 911, 575, 919]
headline: যাবজ্জীবন দণ্ডপ্রাপ্ত পলাতক bbox=[802, 659, 925, 673]
continued-label: (শেষ পাতার পর) bbox=[116, 255, 158, 263]
headline: শিক্ষক নিয়োগে প্রধানমন্ত্রীর bbox=[304, 953, 422, 967]
headline: উন্নয়ন ট্যাবলেটে জনগণকে bbox=[489, 763, 620, 778]
article-text: দীর্ঘদিন পলাতক থাকার পর গোপন সংবাদের ভিত্তিতে তাঁকে গ্রেফতার করা হয়। আদালতের নির্দেশে তাঁকে কারাগারে পাঠানো হয়েছে। bbox=[788, 685, 939, 709]
headline: রাতে ফেসবুকে ভিডিও bbox=[814, 603, 913, 617]
pisces-icon: ♓ bbox=[140, 1245, 154, 1259]
libra-icon: ♎ bbox=[140, 1155, 154, 1169]
zodiac-text: বৃষ : অলস ভাবনা ত্যাগ করুন। প্রেম ও বন্ধুত্ব সুখকর। bbox=[28, 1173, 123, 1188]
sagittarius-icon: ♐ bbox=[140, 1191, 154, 1205]
newspaper-page bbox=[6, 6, 939, 1513]
column-2 bbox=[274, 54, 452, 1511]
article-text: শিক্ষা মন্ত্রণালয় জানিয়েছে, বেসরকারি শিক্ষা প্রতিষ্ঠানে শূন্য পদে দ্রুত নিয়োগের প্রক্রিয়া শুরু হবে। এ জন্য প্রয়োজনীয় নির্দেশনা দেওয়া হয়েছে। bbox=[274, 986, 452, 1002]
arrest-photo bbox=[458, 537, 560, 659]
zodiac-item bbox=[140, 1227, 263, 1243]
article-text: বগুড়া জেলা আইনজীবী সমিতির সিনিয়র সদস্য এডভোকেট আসাদুজ্জামান গতকাল সোমবার বার্ধক্যজনিত কারণে নিজ বাসভবনে ইন্তেকাল করেছেন (ইন্নালিল্লাহি... রাজিউন)। মৃত্যুকালে তাঁর বয়স হয়েছিল ৭৫ বছর। তিনি স্ত্রী, তিন ছেলে, দুই মেয়েসহ অসংখ্য আত্মীয়স্বজন ও গুণগ্রাহী রেখে গেছেন। বাদ জোহর জেলা আইনজীবী সমিতি চত্বরে জানাজা শেষে তাঁকে পারিবারিক কবরস্থানে দাফন করা হয়। তাঁর মৃত্যুতে বিভিন্ন সংগঠনের পক্ষ থেকে গভীর শোক প্রকাশ করা হয়েছে। জেলা আইনজীবী সমিতির সভাপতি ও সাধারণ সম্পাদক শোকসন্তপ্ত পরিবারের প্রতি সমবেদনা জানান। শোক প্রকাশকারীদের মধ্যে রয়েছেন জেলার বিশিষ্ট নাগরিক, রাজনৈতিক নেতৃবৃন্দ ও সাংবাদিক সংগঠনের প্রতিনিধিরা। তাঁরা মরহুমের বিদেহী আত্মার মাগফিরাত কামনা করেন। bbox=[274, 580, 452, 667]
article-text: শিক্ষা মন্ত্রণালয় জানিয়েছে, বেসরকারি শিক্ষা প্রতিষ্ঠানে শূন্য পদে দ্রুত নিয়োগের প্রক্রিয়া শুরু হবে। এ জন্য প্রয়োজনীয় নির্দেশনা দেওয়া হয়েছে। bbox=[274, 1003, 452, 1019]
continued-label: (শেষ পাতার পর) bbox=[534, 73, 575, 81]
masthead bbox=[6, 6, 939, 46]
adb-logo: ADB bbox=[907, 1011, 934, 1024]
taurus-icon: ♉ bbox=[11, 1173, 25, 1187]
zodiac-item bbox=[11, 1173, 134, 1189]
article-text: সাবেক সেনা কর্মকর্তা মেজর জেনারেল (অব.) মনজুর রশীদ খান বার্ধক্যজনিত অসুস্থতায় ঢাকার একটি হাসপাতালে চিকিৎসাধীন অবস্থায় মারা গেছেন (ইন্নালিল্লাহি... রাজিউন)। মহান মুক্তিযুদ্ধে তাঁর অবদান জাতি শ্রদ্ধার সঙ্গে স্মরণ করবে। তিনি স্ত্রী, সন্তান ও অসংখ্য গুণগ্রাহী রেখে গেছেন। তাঁর মৃত্যুতে বিশিষ্টজনেরা গভীর শোক প্রকাশ করেছেন। bbox=[657, 729, 782, 785]
headline: স্বামীর কাছে টাকার হিসাব bbox=[499, 368, 610, 382]
horoscope-line: আপনার শুভ রত্ন : মুক্তা, প্রবাল ও রক্তপ্রবাল bbox=[13, 1100, 138, 1108]
headline: ঢাকায় ছুরিকাঘাতে bbox=[510, 212, 599, 227]
headline: চট্টগ্রাম বিভাগের ৫ জেলায় পরিবহন ধর্মঘটের ডাক bbox=[788, 57, 908, 83]
horoscope-line: আপনার জন্ম সংখ্যা : ১ bbox=[13, 1091, 80, 1099]
seip-logo: SEIP bbox=[666, 1011, 706, 1028]
article-text: দক্ষিণ এশিয়ার দুই প্রতিবেশী রাষ্ট্র বাংলাদেশ ও ভারতের সম্পর্ক ঐতিহাসিক ও বহুমাত্রিক। দুই দেশের মধ্যে বাণিজ্য, যোগাযোগ, নিরাপত্তা ও সংস্কৃতি খাতে সহযোগিতা দিন দিন বাড়ছে। বক্তারা বলেন, পারস্পরিক আস্থা ও শ্রদ্ধার ভিত্তিতে এ সম্পর্ক আরও এগিয়ে যাবে। সীমান্ত ব্যবস্থাপনা, পানিবণ্টন এবং জ্বালানি সহযোগিতার বিষয়গুলো নিয়েও আলোচনা হয়। অনুষ্ঠানে বিভিন্ন পেশার প্রতিনিধিরা উপস্থিত ছিলেন এবং তাঁরা দুই দেশের জনগণের মধ্যে সম্পর্ক আরও জোরদার করার আহ্বান জানান। আলোচকেরা বলেন, আঞ্চলিক উন্নয়নে দুই দেশের অংশীদারিত্ব গুরুত্বপূর্ণ ভূমিকা রাখছে। bbox=[8, 86, 266, 134]
seip-advertisement bbox=[659, 1006, 941, 1513]
benefit-item: প্রশিক্ষণ শেষে সরকারি সনদ bbox=[786, 1187, 936, 1202]
ad-info bbox=[786, 1105, 936, 1405]
zodiac-text: সিংহ : পুরাতন রোগের উপশম হতে পারে। কাজে আনন্দ পাবেন। bbox=[28, 1227, 130, 1242]
benefits-list bbox=[786, 1125, 936, 1202]
virgo-icon: ♍ bbox=[11, 1245, 25, 1259]
obituary-photo bbox=[714, 582, 782, 644]
zodiac-text: তুলা : সম্মান লাভের যোগ আছে। মানসিক চাপ কমবে। bbox=[157, 1155, 260, 1170]
article-text: নির্বাচন কমিশনের সংলাপে অংশ নিয়ে বিভিন্ন দলের প্রতিনিধিরা তাঁদের মতামত তুলে ধরেন। প্রধান নির্বাচন কমিশনার বলেন, একটি অবাধ, সুষ্ঠু ও গ্রহণযোগ্য নির্বাচন আয়োজনে কমিশন সব দলের সহযোগিতা চায়। ইভিএম ব্যবহার, ভোটকেন্দ্রের নিরাপত্তা এবং প্রার্থীদের আচরণবিধি নিয়ে আলোচনা হয়। কমিশন জানায়, প্রাপ্ত প্রস্তাবগুলো পর্যালোচনা করে পরবর্তী সিদ্ধান্ত নেওয়া হবে। bbox=[8, 397, 266, 429]
article-text: কিশোরী দুজন পুকুরে গোসল করতে নেমে পানিতে ডুবে যায়। পরে স্থানীয়রা তাদের উদ্ধার করে হাসপাতালে নিলে চিকিৎসক মৃত ঘোষণা করেন। এ ঘটনায় এলাকায় শোকের ছায়া নেমে এসেছে। পরিবারের সদস্যরা জানান, তারা প্রতিদিনের মতো গোসল করতে গিয়েছিল। bbox=[788, 204, 939, 244]
headline: সিইসির বক্তব্য সকালে bbox=[84, 370, 190, 385]
continued-label: (শেষ পাতার পর) bbox=[534, 229, 575, 237]
article-text: নির্বাচন কমিশনের সংলাপে অংশ নিয়ে বিভিন্ন দলের প্রতিনিধিরা তাঁদের মতামত তুলে ধরেন। প্রধান নির্বাচন কমিশনার বলেন, একটি অবাধ, সুষ্ঠু ও গ্রহণযোগ্য নির্বাচন আয়োজনে কমিশন সব দলের সহযোগিতা চায়। ইভিএম ব্যবহার, ভোটকেন্দ্রের নিরাপত্তা এবং প্রার্থীদের আচরণবিধি নিয়ে আলোচনা হয়। কমিশন জানায়, প্রাপ্ত প্রস্তাবগুলো পর্যালোচনা করে পরবর্তী সিদ্ধান্ত নেওয়া হবে। bbox=[8, 463, 266, 495]
column-1 bbox=[8, 54, 266, 1004]
headline: সৈয়দপুরে আল-হাদীএকাডেমির অধ্যক্ষ শফিকুল ইসলামের মায়ের ইন্তেকাল bbox=[286, 676, 440, 699]
zodiac-grid bbox=[7, 1153, 267, 1263]
zodiac-item bbox=[11, 1155, 134, 1171]
article-text: সৈয়দপুর (নীলফামারী) প্রতিনিধি : সৈয়দপুর আল-হাদী একাডেমির অধ্যক্ষ শফিকুল ইসলামের মা বার্ধক্যজনিত কারণে গতকাল ইন্তেকাল করেছেন (ইন্নালিল্লাহি... রাজিউন)। মৃত্যুকালে তাঁর বয়স হয়েছিল ৮৫ বছর। বাদ আসর জানাজা শেষে তাঁকে স্থানীয় কবরস্থানে দাফন করা হয়। তাঁর মৃত্যুতে শিক্ষক, শিক্ষার্থী ও এলাকাবাসী গভীর শোক প্রকাশ করেছেন। bbox=[274, 701, 452, 740]
article-text: দক্ষিণ এশিয়ার দুই প্রতিবেশী রাষ্ট্র বাংলাদেশ ও ভারতের সম্পর্ক ঐতিহাসিক ও বহুমাত্রিক। দুই দেশের মধ্যে বাণিজ্য, যোগাযোগ, নিরাপত্তা ও সংস্কৃতি খাতে সহযোগিতা দিন দিন বাড়ছে। বক্তারা বলেন, পারস্পরিক আস্থা ও শ্রদ্ধার ভিত্তিতে এ সম্পর্ক আরও এগিয়ে যাবে। সীমান্ত ব্যবস্থাপনা, পানিবণ্টন এবং জ্বালানি সহযোগিতার বিষয়গুলো নিয়েও আলোচনা হয়। অনুষ্ঠানে বিভিন্ন পেশার প্রতিনিধিরা উপস্থিত ছিলেন এবং তাঁরা দুই দেশের জনগণের মধ্যে সম্পর্ক আরও জোরদার করার আহ্বান জানান। আলোচকেরা বলেন, আঞ্চলিক উন্নয়নে দুই দেশের অংশীদারিত্ব গুরুত্বপূর্ণ ভূমিকা রাখছে। bbox=[8, 135, 266, 183]
trainee-photo bbox=[678, 1151, 774, 1401]
